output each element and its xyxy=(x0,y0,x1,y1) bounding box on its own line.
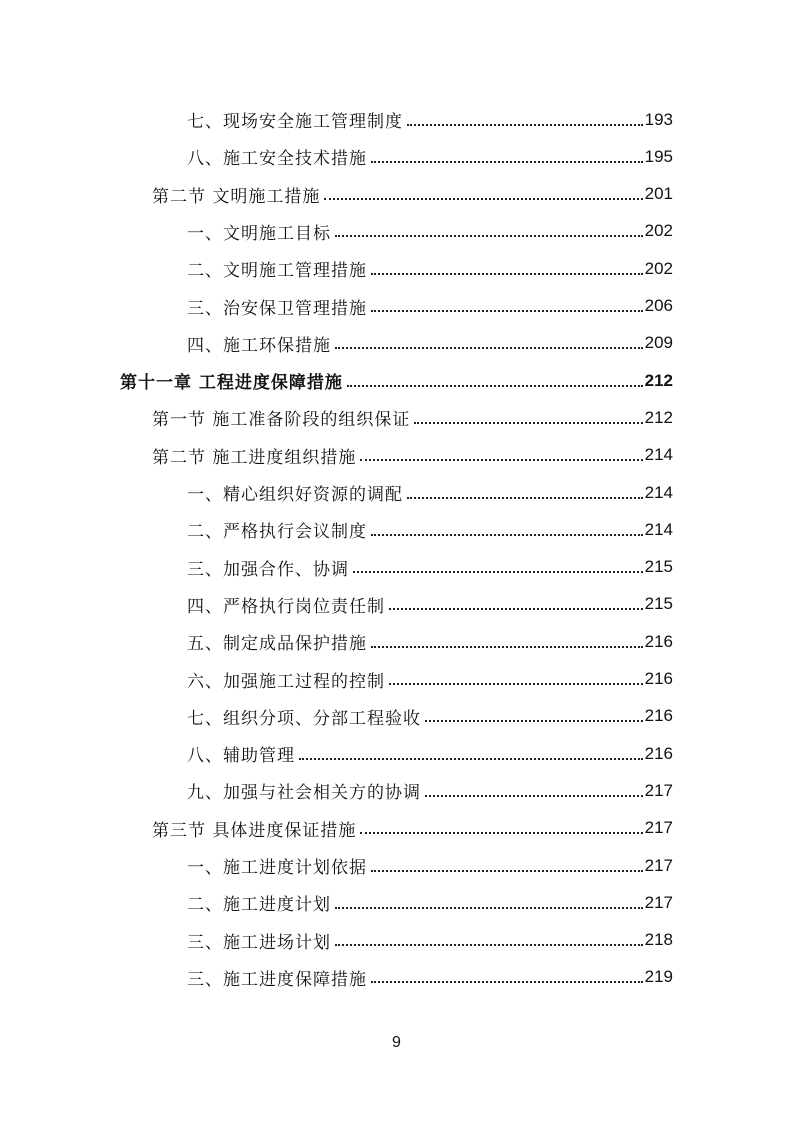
dot-leader xyxy=(407,124,643,126)
toc-entry[interactable] xyxy=(187,250,673,287)
toc-entry-title: 三、施工进度保障措施 xyxy=(187,969,367,990)
toc-entry-page: 216 xyxy=(644,631,673,651)
toc-entry[interactable] xyxy=(120,362,673,399)
toc-entry-title: 九、加强与社会相关方的协调 xyxy=(187,783,421,804)
toc-entry[interactable] xyxy=(187,511,673,548)
dot-leader xyxy=(324,198,642,200)
toc-entry[interactable] xyxy=(187,735,673,772)
toc-entry[interactable] xyxy=(187,661,673,698)
toc-entry-page: 206 xyxy=(644,296,673,315)
toc-entry-title: 一、施工进度计划依据 xyxy=(187,858,367,878)
toc-entry[interactable] xyxy=(187,101,673,138)
toc-entry-page: 214 xyxy=(644,445,673,465)
toc-entry-page: 214 xyxy=(644,519,673,539)
toc-entry-title: 三、施工进场计划 xyxy=(187,932,331,953)
toc-entry-title: 二、文明施工管理措施 xyxy=(187,261,367,282)
dot-leader xyxy=(389,608,643,610)
page-number: 9 xyxy=(392,1034,401,1051)
dot-leader xyxy=(389,683,643,685)
toc-entry-title: 二、施工进度计划 xyxy=(187,895,331,916)
toc-entry-title: 第一节 施工准备阶段的组织保证 xyxy=(152,410,411,431)
toc-entry[interactable] xyxy=(152,810,673,847)
toc-entry-title: 七、现场安全施工管理制度 xyxy=(187,112,403,132)
toc-entry[interactable] xyxy=(187,922,673,959)
dot-leader xyxy=(371,870,643,872)
toc-entry-page: 218 xyxy=(644,930,673,950)
toc-entry[interactable] xyxy=(187,549,673,586)
toc-entry[interactable] xyxy=(187,288,673,325)
toc-entry[interactable] xyxy=(187,138,673,175)
dot-leader xyxy=(335,907,643,909)
toc-entry-page: 193 xyxy=(644,109,673,129)
dot-leader xyxy=(335,235,643,237)
toc-entry[interactable] xyxy=(187,325,673,362)
dot-leader xyxy=(371,273,643,275)
toc-entry-page: 216 xyxy=(644,669,673,688)
toc-entry[interactable] xyxy=(187,474,673,511)
dot-leader xyxy=(353,571,643,573)
toc-entry-title: 三、治安保卫管理措施 xyxy=(187,298,367,319)
toc-entry-title: 三、加强合作、协调 xyxy=(187,559,349,580)
dot-leader xyxy=(371,981,643,983)
toc-entry-page: 217 xyxy=(644,818,673,838)
toc-entry-page: 195 xyxy=(644,146,673,166)
dot-leader xyxy=(407,497,643,499)
toc-entry-page: 209 xyxy=(644,333,673,353)
toc-entry-page: 212 xyxy=(644,370,673,390)
toc-entry[interactable] xyxy=(187,623,673,660)
toc-entry[interactable] xyxy=(187,884,673,921)
toc-entry-page: 214 xyxy=(644,482,673,502)
toc-entry-page: 202 xyxy=(644,221,673,241)
toc-entry-page: 217 xyxy=(644,892,673,912)
toc-entry-title: 一、文明施工目标 xyxy=(187,223,331,244)
toc-entry-page: 215 xyxy=(644,557,673,577)
dot-leader xyxy=(371,534,643,536)
toc-entry-title: 第二节 施工进度组织措施 xyxy=(152,447,357,468)
toc-entry-title: 七、组织分项、分部工程验收 xyxy=(187,708,421,729)
toc-entry-title: 第二节 文明施工措施 xyxy=(152,186,321,207)
dot-leader xyxy=(335,347,643,349)
dot-leader xyxy=(371,310,643,312)
toc-entry-page: 217 xyxy=(644,780,673,800)
toc-entry-title: 四、严格执行岗位责任制 xyxy=(187,596,385,617)
dot-leader xyxy=(371,646,643,648)
toc-entry-title: 二、严格执行会议制度 xyxy=(187,522,367,543)
toc-entry-page: 212 xyxy=(644,407,673,427)
toc-entry-title: 四、施工环保措施 xyxy=(187,335,331,356)
dot-leader xyxy=(335,944,643,946)
dot-leader xyxy=(425,720,643,722)
toc-entry-title: 五、制定成品保护措施 xyxy=(187,634,367,655)
dot-leader xyxy=(414,422,642,424)
toc-entry-title: 第三节 具体进度保证措施 xyxy=(152,820,357,841)
dot-leader xyxy=(371,161,643,163)
toc-entry-title: 六、加强施工过程的控制 xyxy=(187,671,385,692)
toc-entry-title: 八、施工安全技术措施 xyxy=(187,149,367,170)
toc-entry-page: 201 xyxy=(644,184,673,204)
toc-entry-page: 216 xyxy=(644,743,673,763)
toc-entry-page: 215 xyxy=(644,594,673,614)
toc-entry[interactable] xyxy=(187,586,673,623)
toc-entry-title: 一、精心组织好资源的调配 xyxy=(187,485,403,505)
toc-entry-title: 八、辅助管理 xyxy=(187,746,295,767)
dot-leader xyxy=(425,795,643,797)
toc-entry[interactable] xyxy=(152,399,673,436)
toc-entry[interactable] xyxy=(152,437,673,474)
toc-entry-page: 219 xyxy=(644,967,673,987)
dot-leader xyxy=(360,832,642,834)
dot-leader xyxy=(299,758,643,760)
toc-entry[interactable] xyxy=(187,213,673,250)
toc-entry-page: 217 xyxy=(644,855,673,875)
toc-entry[interactable] xyxy=(187,698,673,735)
toc-entry-page: 216 xyxy=(644,706,673,726)
toc-entry[interactable] xyxy=(187,847,673,884)
dot-leader xyxy=(347,385,643,387)
toc-entry[interactable] xyxy=(152,176,673,213)
toc-entry-page: 202 xyxy=(644,258,673,278)
toc-entry-title: 第十一章 工程进度保障措施 xyxy=(120,373,343,394)
toc-entry[interactable] xyxy=(187,959,673,996)
dot-leader xyxy=(360,459,642,461)
toc-entry[interactable] xyxy=(187,772,673,809)
